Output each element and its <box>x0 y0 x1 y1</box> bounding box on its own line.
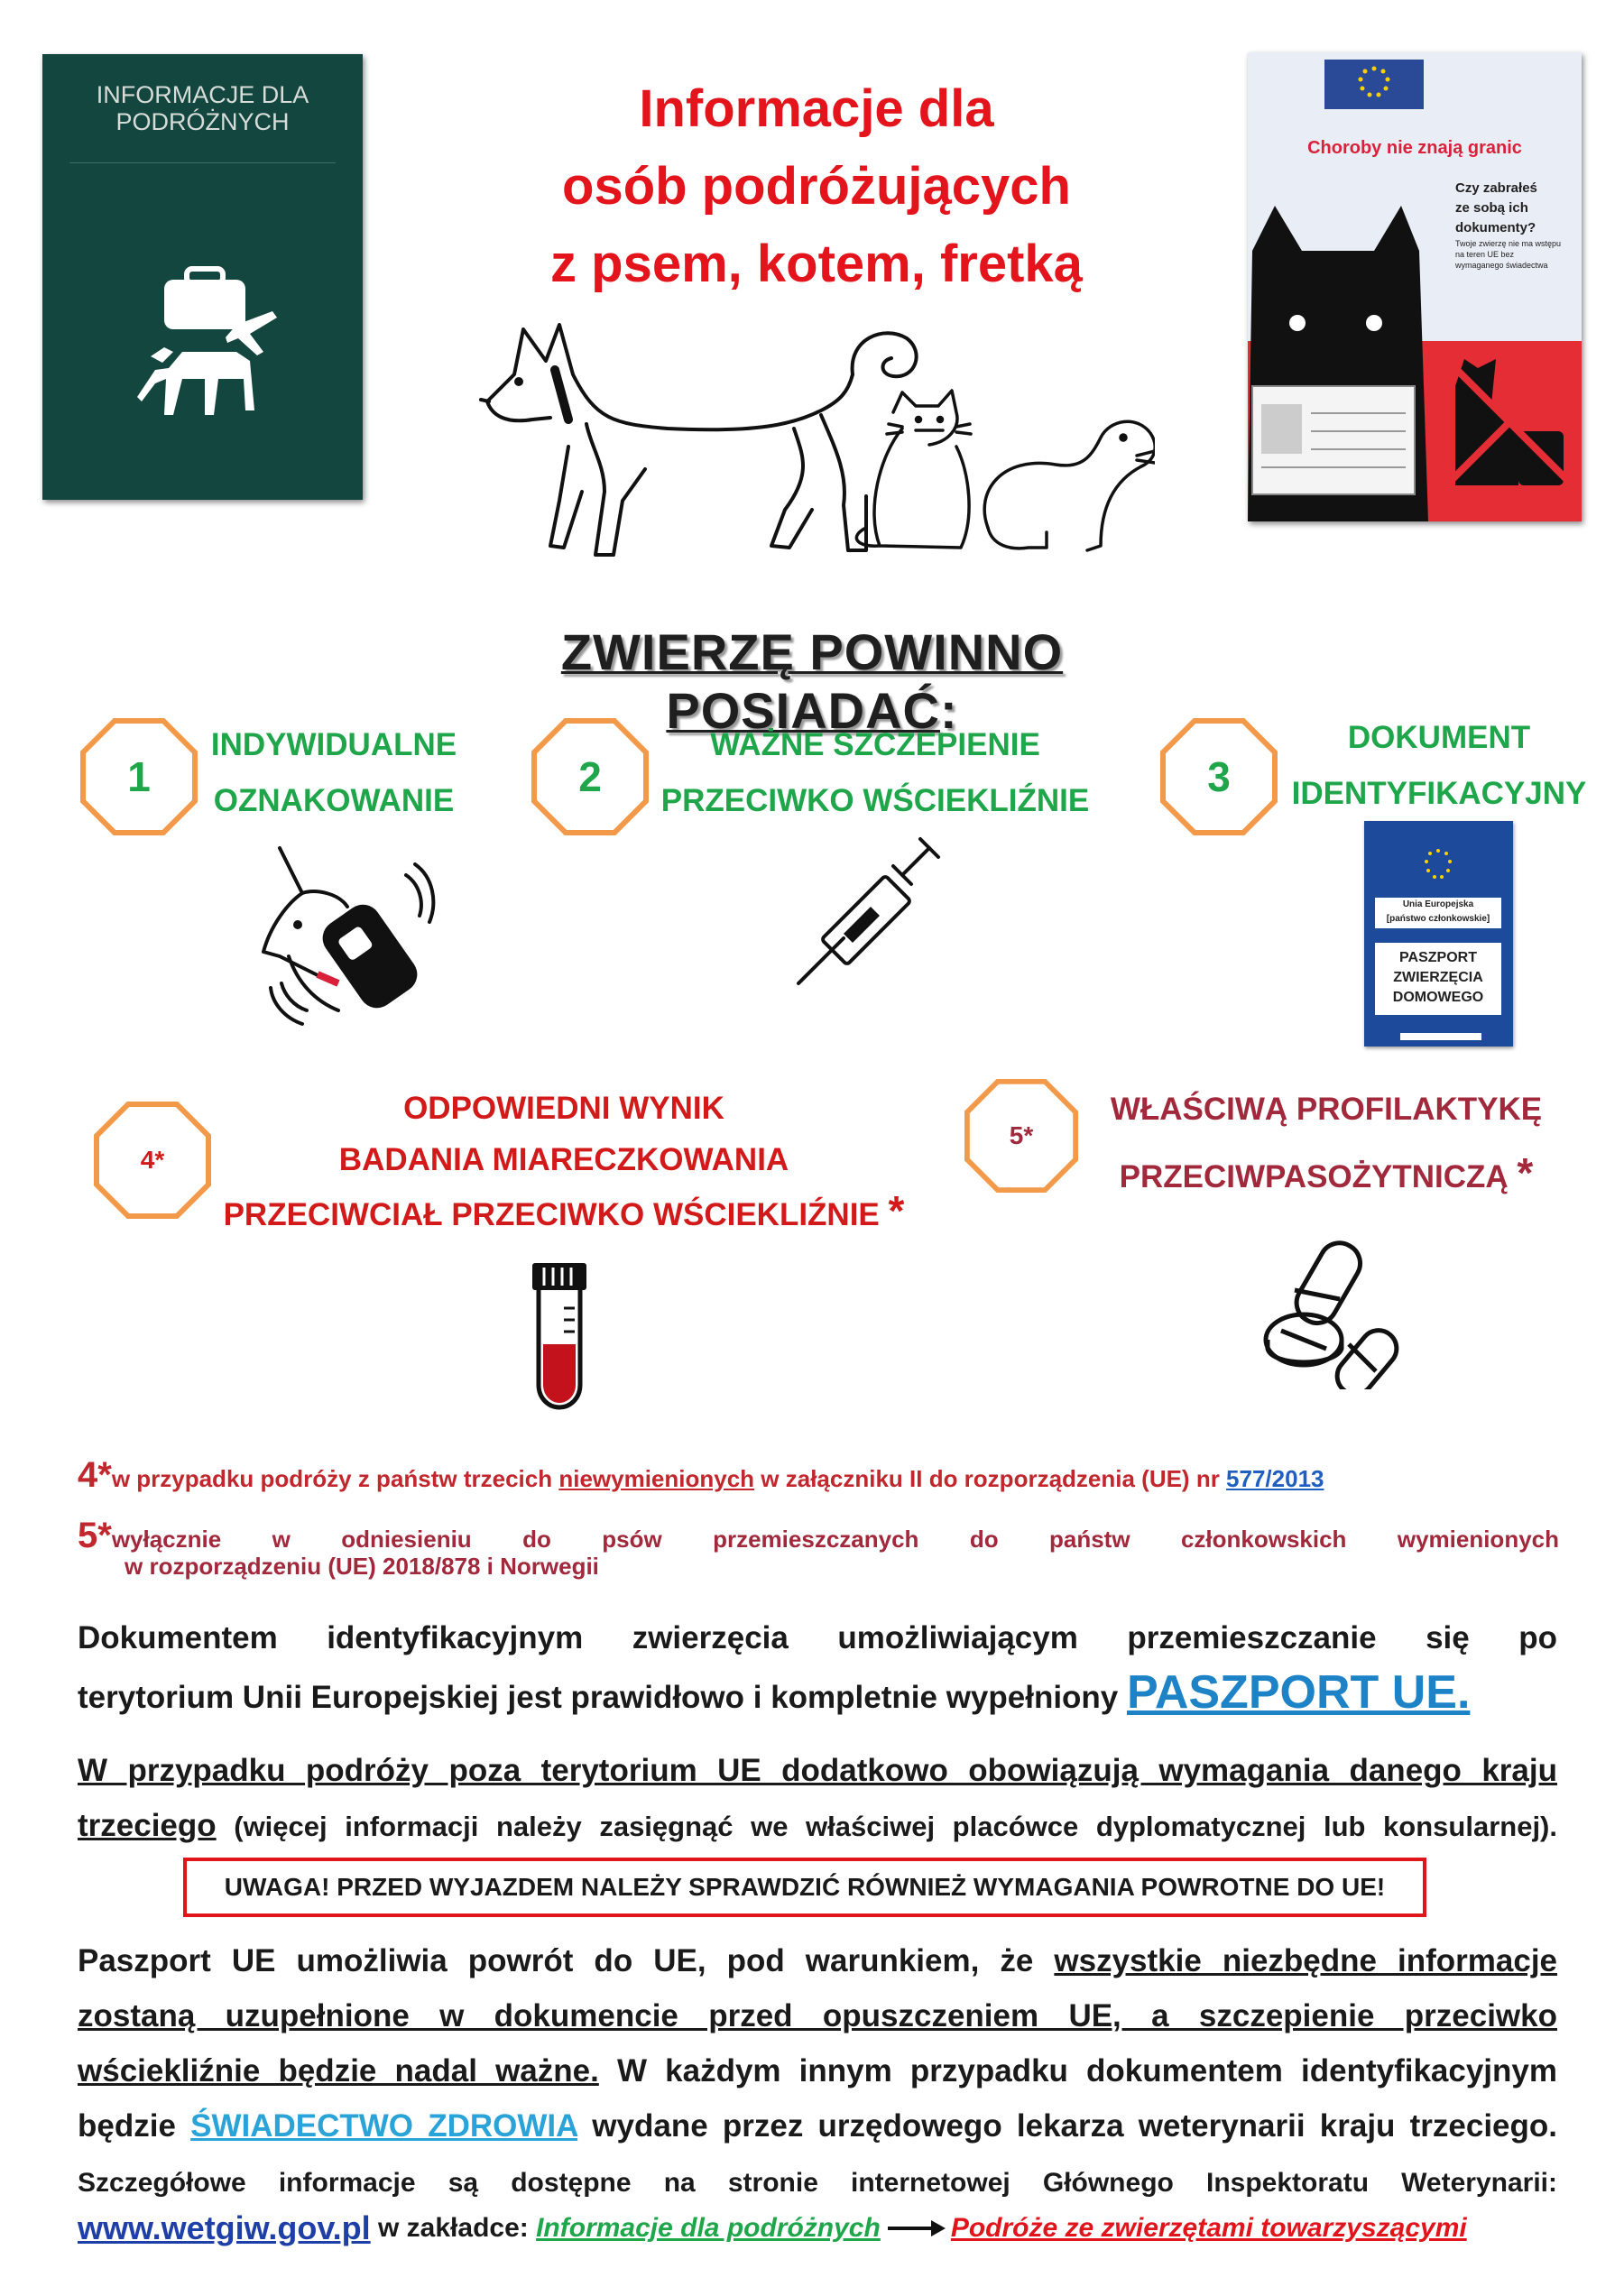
title-line3: z psem, kotem, fretką <box>550 235 1083 293</box>
requirement-3-line2: IDENTYFIKACYJNY <box>1291 776 1587 811</box>
footnote-4-marker: 4* <box>78 1455 112 1495</box>
title-line1: Informacje dla <box>639 79 994 138</box>
requirement-4-line1: ODPOWIEDNI WYNIK <box>403 1091 724 1126</box>
requirement-2-number: 2 <box>578 753 602 800</box>
requirement-3-badge <box>1159 717 1278 836</box>
return-line4-rest: wydane przez urzędowego lekarza weterynarii kraju trzeciego. <box>577 2108 1558 2144</box>
requirement-5-badge <box>964 1078 1079 1194</box>
more-info-tab-label: w zakładce: <box>370 2213 537 2243</box>
leaflet-small-text: Twoje zwierzę nie ma wstępu na teren UE bez wymaganego świadectwa <box>1455 239 1562 270</box>
passport-paragraph-line1: Dokumentem identyfikacyjnym zwierzęcia umożliwiającym przemieszczanie się po <box>78 1620 1557 1655</box>
passport-title-line3: DOMOWEGO <box>1392 990 1484 1005</box>
suitcase-dog-plane-icon <box>128 262 281 442</box>
requirement-4-number: 4* <box>140 1146 165 1174</box>
warning-box: UWAGA! PRZED WYJAZDEM NALEŻY SPRAWDZIĆ RÓWNIEŻ WYMAGANIA POWROTNE DO UE! <box>183 1858 1426 1917</box>
footnote-5-marker: 5* <box>78 1516 112 1555</box>
question-line2: ze sobą ich <box>1455 200 1528 216</box>
requirement-5-asterisk: * <box>1517 1149 1534 1196</box>
booklet-title-line1: INFORMACJE DLA <box>96 81 309 108</box>
passport-issuer-line2: [państwo członkowskie] <box>1386 914 1490 924</box>
requirement-4-asterisk: * <box>888 1187 905 1234</box>
divider <box>69 162 336 163</box>
travellers-info-tab-link[interactable]: Informacje dla podróżnych <box>536 2213 881 2243</box>
wetgiw-website-link[interactable]: www.wetgiw.gov.pl <box>78 2209 371 2246</box>
cat-with-document-icon <box>1248 188 1582 521</box>
booklet-title <box>42 81 363 135</box>
requirement-2-line1: WAŻNE SZCZEPIENIE <box>710 727 1040 762</box>
passport-title <box>1375 943 1501 1015</box>
passport-paragraph <box>78 1610 1557 1725</box>
more-info-paragraph <box>78 2161 1557 2251</box>
regulation-577-2013-link[interactable]: 577/2013 <box>1226 1465 1324 1492</box>
eu-flag-icon <box>1324 60 1424 109</box>
third-country-underlined: trzeciego <box>78 1808 217 1843</box>
footnote-4-text: w przypadku podróży z państw trzecich <box>111 1465 559 1492</box>
leaflet-headline: Choroby nie znają granic <box>1307 138 1522 158</box>
requirement-3-number: 3 <box>1207 753 1231 800</box>
passport-issuer-line1: Unia Europejska <box>1402 899 1474 909</box>
page-title <box>433 70 1200 303</box>
title-line2: osób podróżujących <box>562 157 1071 216</box>
requirement-5-number: 5* <box>1009 1121 1034 1149</box>
requirement-4-line2: BADANIA MIARECZKOWANIA <box>338 1142 789 1177</box>
requirement-4-line3: PRZECIWCIAŁ PRZECIWKO WŚCIEKLIŹNIE <box>223 1197 880 1232</box>
requirement-1-label <box>198 717 469 829</box>
requirement-1-line1: INDYWIDUALNE <box>210 727 457 762</box>
pet-passport-icon <box>1364 821 1513 1047</box>
question-line1: Czy zabrałeś <box>1455 180 1537 196</box>
footnote-5-line2: w rozporządzeniu (UE) 2018/878 i Norwegii <box>125 1553 599 1580</box>
third-country-line1: W przypadku podróży poza terytorium UE dodatkowo obowiązują wymagania danego kraju <box>78 1753 1557 1788</box>
pet-travel-tab-link[interactable]: Podróże ze zwierzętami towarzyszącymi <box>950 2213 1467 2243</box>
requirement-4-label <box>208 1083 920 1240</box>
return-paragraph <box>78 1933 1557 2153</box>
health-certificate-link[interactable]: ŚWIADECTWO ZDROWIA <box>190 2108 578 2144</box>
requirement-5-label <box>1101 1078 1552 1209</box>
requirement-1-number: 1 <box>127 753 151 800</box>
requirement-3-label <box>1281 710 1597 822</box>
more-info-line1: Szczegółowe informacje są dostępne na stronie internetowej Głównego Inspektoratu Weterynarii: <box>78 2168 1557 2198</box>
requirement-5-line1: WŁAŚCIWĄ PROFILAKTYKĘ <box>1110 1092 1543 1127</box>
requirement-2-badge <box>531 717 650 836</box>
pills-icon <box>1259 1236 1403 1389</box>
passport-paragraph-line2: terytorium Unii Europejskiej jest prawidłowo i kompletnie wypełniony <box>78 1680 1127 1715</box>
dog-microchip-scanner-icon <box>253 839 451 1037</box>
requirements-heading-text: ZWIERZĘ POWINNO POSIADAĆ <box>560 623 1064 739</box>
requirement-2-label <box>650 717 1101 829</box>
arrow-right-icon <box>884 2218 947 2239</box>
third-country-paragraph <box>78 1743 1557 1854</box>
passport-issuer <box>1375 898 1501 928</box>
footnote-4-text-cont: w załączniku II do rozporządzenia (UE) nr <box>754 1465 1227 1492</box>
footnote-4-underlined: niewymienionych <box>558 1465 755 1492</box>
return-line1: Paszport UE umożliwia powrót do UE, pod warunkiem, że <box>78 1943 1055 1978</box>
requirement-1-line2: OZNAKOWANIE <box>213 783 455 818</box>
eu-passport-highlight: PASZPORT UE. <box>1127 1666 1471 1719</box>
requirement-3-line1: DOKUMENT <box>1347 720 1531 755</box>
booklet-title-line2: PODRÓŻNYCH <box>115 108 290 135</box>
question-line3: dokumenty? <box>1455 220 1536 235</box>
passport-title-line2: ZWIERZĘCIA <box>1393 970 1483 985</box>
dog-cat-ferret-illustration <box>469 311 1155 573</box>
heading-colon: : <box>939 682 958 739</box>
syringe-icon <box>794 825 956 988</box>
requirement-1-badge <box>79 717 198 836</box>
travellers-info-booklet-cover <box>42 54 363 500</box>
footnote-5-line1: wyłącznie w odniesieniu do psów przemieszczanych do państw członkowskich wymienionych <box>111 1526 1559 1553</box>
passport-strip <box>1400 1033 1481 1040</box>
requirement-2-line2: PRZECIWKO WŚCIEKLIŹNIE <box>660 783 1090 818</box>
return-line3: W każdym innym przypadku dokumentem identyfikacyjnym <box>598 2053 1557 2089</box>
return-line4: będzie <box>78 2108 191 2144</box>
passport-title-line1: PASZPORT <box>1399 950 1477 965</box>
eu-stars-icon <box>1405 844 1472 889</box>
return-line1-underlined: wszystkie niezbędne informacje <box>1054 1943 1558 1978</box>
blood-test-tube-icon <box>528 1259 591 1412</box>
diseases-no-borders-leaflet <box>1248 52 1582 521</box>
footnote-5 <box>78 1516 1559 1581</box>
third-country-note: (więcej informacji należy zasięgnąć we właściwej placówce dyplomatycznej lub konsularnej). <box>216 1811 1557 1842</box>
return-line3-underlined: wściekliźnie będzie nadal ważne. <box>78 2053 599 2089</box>
return-line2: zostaną uzupełnione w dokumencie przed opuszczeniem UE, a szczepienie przeciwko <box>78 1998 1557 2033</box>
requirement-5-line2: PRZECIWPASOŻYTNICZĄ <box>1119 1159 1509 1194</box>
footnote-4 <box>78 1455 1566 1496</box>
requirement-4-badge <box>93 1101 212 1220</box>
